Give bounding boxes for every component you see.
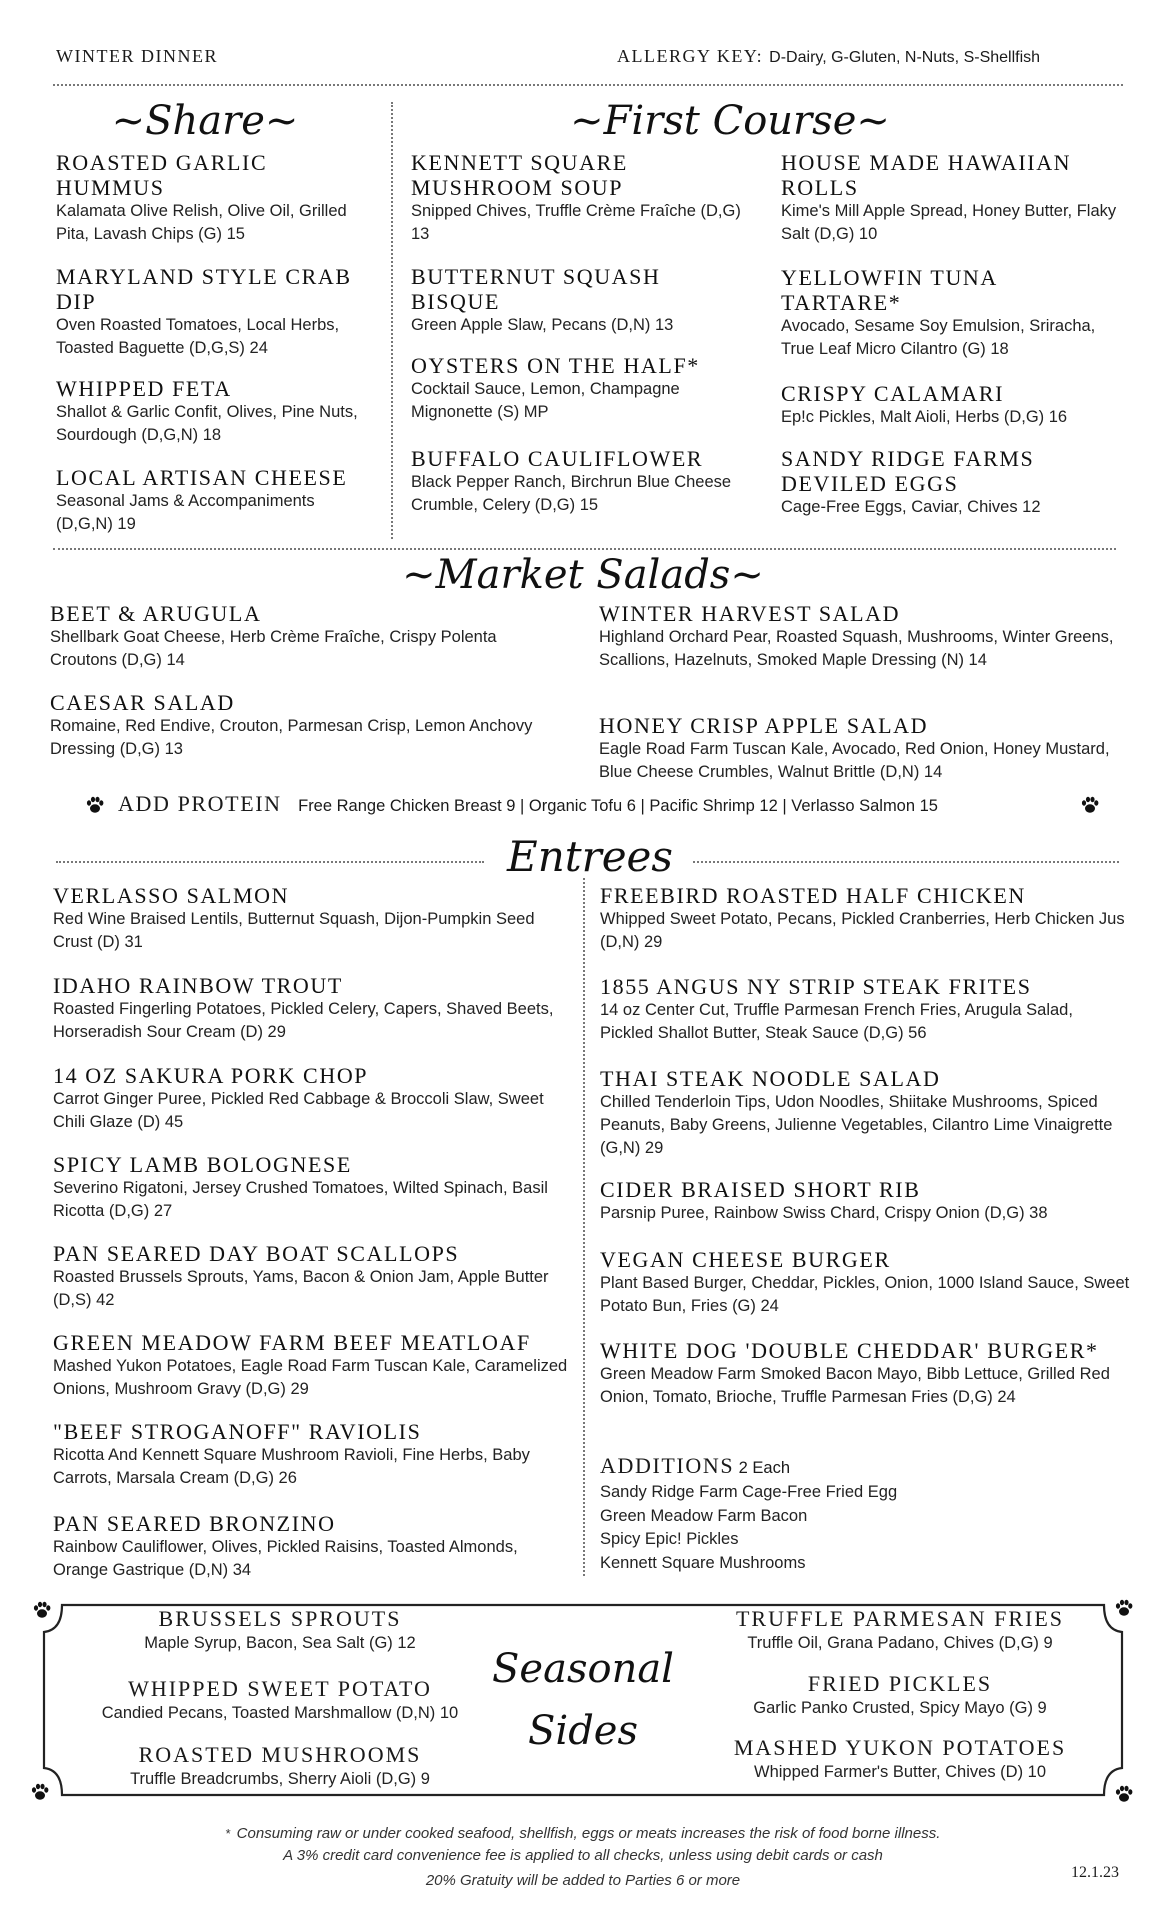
menu-item-whipped-feta xyxy=(56,376,376,447)
item-name: HONEY CRISP APPLE SALAD xyxy=(599,713,929,738)
item-name: HOUSE MADE HAWAIIAN ROLLS xyxy=(781,150,1072,200)
addition-item: Sandy Ridge Farm Cage-Free Fried Egg xyxy=(600,1483,898,1501)
side-item-mashed-yukon-potatoes xyxy=(700,1735,1100,1783)
divider xyxy=(53,548,1116,550)
menu-item-oysters-on-the-half xyxy=(411,353,741,424)
item-description: Plant Based Burger, Cheddar, Pickles, Onion, 1000 Island Sauce, Sweet Potato Bun, Fries (G) 24 xyxy=(600,1274,1130,1315)
side-description: Truffle Oil, Grana Padano, Chives (D,G) 9 xyxy=(747,1634,1053,1652)
menu-item-white-dog-double-cheddar-burger xyxy=(600,1338,1130,1409)
menu-item-idaho-rainbow-trout xyxy=(53,973,573,1044)
item-description: Severino Rigatoni, Jersey Crushed Tomatoes, Wilted Spinach, Basil Ricotta (D,G) 27 xyxy=(53,1179,548,1220)
item-description: Kalamata Olive Relish, Olive Oil, Grilled Pita, Lavash Chips (G) 15 xyxy=(56,202,347,243)
menu-item-thai-steak-noodle-salad xyxy=(600,1066,1130,1160)
item-name: CAESAR SALAD xyxy=(50,690,235,715)
item-description: Ep!c Pickles, Malt Aioli, Herbs (D,G) 16 xyxy=(781,408,1068,426)
item-description: Avocado, Sesame Soy Emulsion, Sriracha, True Leaf Micro Cilantro (G) 18 xyxy=(781,317,1096,358)
menu-item-vegan-cheese-burger xyxy=(600,1247,1130,1318)
addition-item: Green Meadow Farm Bacon xyxy=(600,1506,808,1525)
menu-date: 12.1.23 xyxy=(1071,1864,1119,1881)
item-description: Parsnip Puree, Rainbow Swiss Chard, Crispy Onion (D,G) 38 xyxy=(600,1204,1048,1222)
menu-title: WINTER DINNER xyxy=(56,46,218,66)
sides-title-line1: Seasonal xyxy=(492,1646,674,1692)
menu-item-kennett-square-mushroom-soup xyxy=(411,150,741,246)
item-name: "BEEF STROGANOFF" RAVIOLIS xyxy=(53,1419,422,1444)
side-name: MASHED YUKON POTATOES xyxy=(733,1735,1067,1760)
side-name: ROASTED MUSHROOMS xyxy=(138,1742,422,1767)
item-name: THAI STEAK NOODLE SALAD xyxy=(600,1066,941,1091)
divider xyxy=(693,861,1119,863)
item-name: BUFFALO CAULIFLOWER xyxy=(411,446,704,471)
menu-item-yellowfin-tuna-tartare xyxy=(781,265,1121,361)
menu-item-beet-arugula xyxy=(50,601,550,672)
disclaimer-gratuity: 20% Gratuity will be added to Parties 6 or more xyxy=(425,1872,741,1889)
item-description: Shellbark Goat Cheese, Herb Crème Fraîche, Crispy Polenta Croutons (D,G) 14 xyxy=(50,628,497,669)
menu-item-maryland-style-crab-dip xyxy=(56,264,376,360)
menu-item-1855-angus-ny-strip-steak-frites xyxy=(600,974,1130,1045)
vertical-divider xyxy=(391,102,393,539)
side-item-fried-pickles xyxy=(700,1671,1100,1719)
item-name: VERLASSO SALMON xyxy=(53,883,290,908)
item-name: IDAHO RAINBOW TROUT xyxy=(53,973,343,998)
menu-item-caesar-salad xyxy=(50,690,550,761)
disclaimer-raw xyxy=(0,1825,1166,1842)
item-description: Green Meadow Farm Smoked Bacon Mayo, Bibb Lettuce, Grilled Red Onion, Tomato, Brioche, Truffle Parmesan Fries (D,G) 24 xyxy=(600,1365,1110,1406)
side-description: Whipped Farmer's Butter, Chives (D) 10 xyxy=(754,1763,1046,1781)
item-name: ROASTED GARLIC HUMMUS xyxy=(56,150,268,200)
vertical-divider xyxy=(583,878,585,1576)
item-description: Rainbow Cauliflower, Olives, Pickled Raisins, Toasted Almonds, Orange Gastrique (D,N) 34 xyxy=(53,1538,518,1579)
menu-item-local-artisan-cheese xyxy=(56,465,376,536)
menu-item-roasted-garlic-hummus xyxy=(56,150,376,246)
item-description: Kime's Mill Apple Spread, Honey Butter, Flaky Salt (D,G) 10 xyxy=(781,202,1117,243)
item-name: WINTER HARVEST SALAD xyxy=(599,601,901,626)
divider xyxy=(53,84,1123,86)
divider xyxy=(56,861,484,863)
item-name: PAN SEARED DAY BOAT SCALLOPS xyxy=(53,1241,460,1266)
paw-icon xyxy=(30,1782,50,1802)
additions-list xyxy=(600,1481,897,1575)
allergy-key-text: D-Dairy, G-Gluten, N-Nuts, S-Shellfish xyxy=(769,49,1041,66)
item-name: VEGAN CHEESE BURGER xyxy=(600,1247,891,1272)
side-name: FRIED PICKLES xyxy=(807,1671,993,1696)
menu-item-green-meadow-farm-beef-meatloaf xyxy=(53,1330,573,1401)
item-description: Carrot Ginger Puree, Pickled Red Cabbage & Broccoli Slaw, Sweet Chili Glaze (D) 45 xyxy=(53,1090,544,1131)
item-name: BUTTERNUT SQUASH BISQUE xyxy=(411,264,661,314)
item-description: Black Pepper Ranch, Birchrun Blue Cheese Crumble, Celery (D,G) 15 xyxy=(411,473,732,514)
item-name: CIDER BRAISED SHORT RIB xyxy=(600,1177,921,1202)
side-item-roasted-mushrooms xyxy=(70,1742,490,1790)
paw-icon xyxy=(1080,795,1100,815)
item-description: Roasted Brussels Sprouts, Yams, Bacon & Onion Jam, Apple Butter (D,S) 42 xyxy=(53,1268,549,1309)
addition-item: Kennett Square Mushrooms xyxy=(600,1553,806,1572)
side-item-truffle-parmesan-fries xyxy=(700,1606,1100,1654)
add-protein-options: Free Range Chicken Breast 9 | Organic Tofu 6 | Pacific Shrimp 12 | Verlasso Salmon 15 xyxy=(298,797,938,815)
item-name: SPICY LAMB BOLOGNESE xyxy=(53,1152,352,1177)
side-name: WHIPPED SWEET POTATO xyxy=(128,1676,432,1701)
additions-title: ADDITIONS xyxy=(600,1453,735,1478)
add-protein-label: ADD PROTEIN xyxy=(118,791,282,816)
item-name: WHITE DOG 'DOUBLE CHEDDAR' BURGER* xyxy=(600,1338,1099,1363)
entrees-title: Entrees xyxy=(507,832,673,881)
item-name: 14 OZ SAKURA PORK CHOP xyxy=(53,1063,369,1088)
item-description: Oven Roasted Tomatoes, Local Herbs, Toasted Baguette (D,G,S) 24 xyxy=(56,316,340,357)
side-description: Truffle Breadcrumbs, Sherry Aioli (D,G) 9 xyxy=(130,1770,430,1788)
side-item-whipped-sweet-potato xyxy=(70,1676,490,1724)
menu-item-cider-braised-short-rib xyxy=(600,1177,1130,1225)
item-name: SANDY RIDGE FARMS DEVILED EGGS xyxy=(781,446,1035,496)
side-name: BRUSSELS SPROUTS xyxy=(158,1606,402,1631)
item-description: Highland Orchard Pear, Roasted Squash, Mushrooms, Winter Greens, Scallions, Hazelnuts, Smoked Maple Dressing (N) 14 xyxy=(599,628,1114,669)
item-description: Roasted Fingerling Potatoes, Pickled Celery, Capers, Shaved Beets, Horseradish Sour Cream (D) 29 xyxy=(53,1000,554,1041)
paw-icon xyxy=(1114,1598,1134,1618)
disclaimer-raw-text: Consuming raw or under cooked seafood, shellfish, eggs or meats increases the risk of food borne illness. xyxy=(236,1825,941,1842)
menu-item-spicy-lamb-bolognese xyxy=(53,1152,573,1223)
menu-item-buffalo-cauliflower xyxy=(411,446,741,517)
addition-item: Spicy Epic! Pickles xyxy=(600,1530,739,1548)
menu-item-beef-stroganoff-raviolis xyxy=(53,1419,573,1490)
menu-item-butternut-squash-bisque xyxy=(411,264,741,337)
item-name: WHIPPED FETA xyxy=(56,376,232,401)
item-description: Snipped Chives, Truffle Crème Fraîche (D,G) 13 xyxy=(411,202,741,243)
side-description: Maple Syrup, Bacon, Sea Salt (G) 12 xyxy=(144,1634,416,1652)
item-description: Green Apple Slaw, Pecans (D,N) 13 xyxy=(411,316,674,334)
item-description: Mashed Yukon Potatoes, Eagle Road Farm Tuscan Kale, Caramelized Onions, Mushroom Gravy (D,G) 29 xyxy=(53,1357,568,1398)
item-description: Seasonal Jams & Accompaniments (D,G,N) 19 xyxy=(56,492,315,533)
item-name: FREEBIRD ROASTED HALF CHICKEN xyxy=(600,883,1026,908)
item-description: Chilled Tenderloin Tips, Udon Noodles, Shiitake Mushrooms, Spiced Peanuts, Baby Greens, Julienne Vegetables, Cilantro Lime Vinaigrette (G,N) 29 xyxy=(600,1093,1113,1157)
item-name: MARYLAND STYLE CRAB DIP xyxy=(56,264,352,314)
first-course-title: ~First Course~ xyxy=(570,98,890,144)
item-name: PAN SEARED BRONZINO xyxy=(53,1511,336,1536)
paw-icon xyxy=(1114,1784,1134,1804)
side-name: TRUFFLE PARMESAN FRIES xyxy=(735,1606,1065,1631)
item-description: Shallot & Garlic Confit, Olives, Pine Nuts, Sourdough (D,G,N) 18 xyxy=(56,403,358,444)
item-name: CRISPY CALAMARI xyxy=(781,381,1005,406)
side-item-brussels-sprouts xyxy=(70,1606,490,1654)
item-description: Whipped Sweet Potato, Pecans, Pickled Cranberries, Herb Chicken Jus (D,N) 29 xyxy=(600,910,1125,951)
allergy-key-label: ALLERGY KEY: xyxy=(617,46,764,66)
menu-item-pan-seared-bronzino xyxy=(53,1511,573,1582)
share-title: ~Share~ xyxy=(111,98,299,144)
menu-item-verlasso-salmon xyxy=(53,883,573,954)
menu-item-freebird-roasted-half-chicken xyxy=(600,883,1130,954)
item-description: Eagle Road Farm Tuscan Kale, Avocado, Red Onion, Honey Mustard, Blue Cheese Crumbles, Walnut Brittle (D,N) 14 xyxy=(599,740,1110,781)
item-name: OYSTERS ON THE HALF* xyxy=(411,353,700,378)
menu-item-sandy-ridge-farms-deviled-eggs xyxy=(781,446,1121,519)
item-description: Red Wine Braised Lentils, Butternut Squash, Dijon-Pumpkin Seed Crust (D) 31 xyxy=(53,910,535,951)
additions-price: 2 Each xyxy=(738,1459,790,1477)
item-description: Cocktail Sauce, Lemon, Champagne Mignonette (S) MP xyxy=(411,380,680,421)
item-name: KENNETT SQUARE MUSHROOM SOUP xyxy=(411,150,628,200)
menu-item-crispy-calamari xyxy=(781,381,1121,429)
paw-icon xyxy=(32,1600,52,1620)
item-description: Cage-Free Eggs, Caviar, Chives 12 xyxy=(781,498,1041,516)
add-protein xyxy=(118,791,938,817)
menu-item-honey-crisp-apple-salad xyxy=(599,713,1139,784)
additions xyxy=(600,1453,897,1575)
asterisk-mark: * xyxy=(225,1826,231,1841)
item-name: BEET & ARUGULA xyxy=(50,601,262,626)
sides-title-line2: Sides xyxy=(528,1708,638,1754)
item-description: Romaine, Red Endive, Crouton, Parmesan Crisp, Lemon Anchovy Dressing (D,G) 13 xyxy=(50,717,533,758)
allergy-key xyxy=(617,46,1040,67)
paw-icon xyxy=(85,795,105,815)
item-name: 1855 ANGUS NY STRIP STEAK FRITES xyxy=(600,974,1032,999)
menu-item-14-oz-sakura-pork-chop xyxy=(53,1063,573,1134)
item-description: Ricotta And Kennett Square Mushroom Ravioli, Fine Herbs, Baby Carrots, Marsala Cream (D,G) 26 xyxy=(53,1446,530,1487)
item-description: 14 oz Center Cut, Truffle Parmesan French Fries, Arugula Salad, Pickled Shallot Butter, Steak Sauce (D,G) 56 xyxy=(600,1001,1073,1042)
item-name: LOCAL ARTISAN CHEESE xyxy=(56,465,348,490)
item-name: YELLOWFIN TUNA TARTARE* xyxy=(781,265,997,315)
item-name: GREEN MEADOW FARM BEEF MEATLOAF xyxy=(53,1330,531,1355)
menu-item-winter-harvest-salad xyxy=(599,601,1139,672)
salads-title: ~Market Salads~ xyxy=(402,552,764,598)
side-description: Candied Pecans, Toasted Marshmallow (D,N) 10 xyxy=(101,1704,459,1722)
menu-item-house-made-hawaiian-rolls xyxy=(781,150,1121,246)
menu-item-pan-seared-day-boat-scallops xyxy=(53,1241,573,1312)
disclaimer-fee: A 3% credit card convenience fee is applied to all checks, unless using debit cards or cash xyxy=(283,1847,883,1864)
side-description: Garlic Panko Crusted, Spicy Mayo (G) 9 xyxy=(753,1699,1047,1717)
